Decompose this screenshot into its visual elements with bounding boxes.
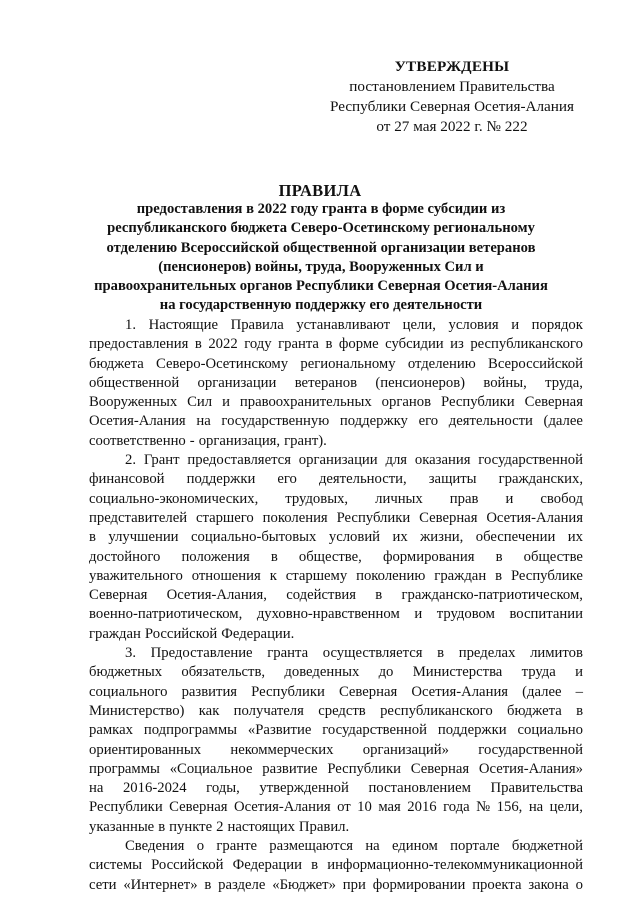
- subtitle-line: отделению Всероссийской общественной организации ветеранов: [106, 239, 536, 256]
- subtitle-line: (пенсионеров) войны, труда, Вооруженных Сил и: [158, 258, 484, 275]
- text-line: соответственно - организация, грант).: [89, 432, 327, 449]
- text-line: 1. Настоящие Правила устанавливают цели, условия и порядок: [125, 317, 583, 333]
- approval-line: постановлением Правительства: [349, 78, 555, 95]
- text-line: достойного положения в обществе, формирования в обществе: [89, 548, 583, 565]
- approval-line: от 27 мая 2022 г. № 222: [376, 118, 528, 135]
- approval-title: УТВЕРЖДЕНЫ: [394, 58, 510, 75]
- text-line: Республики Северная Осетия-Алания от 10 мая 2016 года № 156, на цели,: [89, 799, 583, 816]
- subtitle-line: правоохранительных органов Республики Северная Осетия-Алания: [94, 278, 548, 295]
- text-line: сети «Интернет» в разделе «Бюджет» при формировании проекта закона о: [89, 876, 583, 893]
- text-line: представителей старшего поколения Республики Северная Осетия-Алания: [89, 509, 583, 526]
- text-line: бюджета Северо-Осетинскому региональному отделению Всероссийской: [89, 355, 583, 372]
- text-line: программы «Социальное развитие Республики Северная Осетия-Алания»: [89, 760, 583, 777]
- subtitle-line: предоставления в 2022 году гранта в форме субсидии из: [136, 201, 506, 217]
- text-line: в улучшении социально-бытовых условий их жизни, обеспечении их: [89, 529, 583, 546]
- paragraph: [89, 644, 583, 837]
- text-line: социального развития Республики Северная Осетия-Алания (далее –: [89, 683, 583, 700]
- text-line: финансовой поддержки его деятельности, защиты гражданских,: [89, 471, 583, 488]
- text-line: граждан Российской Федерации.: [89, 625, 295, 642]
- text-line: рамках подпрограммы «Развитие государственной поддержки социально: [89, 722, 583, 739]
- text-line: Северная Осетия-Алания, содействия в гражданско-патриотическом,: [89, 587, 583, 604]
- document-title: ПРАВИЛА: [278, 181, 362, 200]
- approval-line: Республики Северная Осетия-Алания: [329, 98, 575, 115]
- text-line: Министерство) как получателя средств республиканского бюджета в: [89, 702, 583, 719]
- text-line: на 2016-2024 годы, утвержденной постановлением Правительства: [89, 780, 583, 797]
- paragraph: [89, 451, 583, 644]
- text-line: указанные в пункте 2 настоящих Правил.: [89, 818, 350, 835]
- text-line: бюджетных обязательств, доведенных до Министерства труда и: [89, 664, 583, 681]
- paragraph: [89, 837, 583, 895]
- text-line: 2. Грант предоставляется организации для оказания государственной: [125, 452, 583, 469]
- text-line: Вооруженных Сил и правоохранительных органов Республики Северная: [89, 394, 583, 411]
- text-line: Сведения о гранте размещаются на едином портале бюджетной: [125, 838, 583, 855]
- text-line: военно-патриотическом, духовно-нравственном и трудовом воспитании: [89, 606, 583, 623]
- subtitle-line: на государственную поддержку его деятельности: [159, 297, 483, 314]
- text-line: общественной организации ветеранов (пенсионеров) войны, труда,: [89, 374, 583, 391]
- subtitle-line: республиканского бюджета Северо-Осетинскому региональному: [107, 220, 535, 237]
- text-line: системы Российской Федерации в информационно-телекоммуникационной: [89, 857, 583, 874]
- text-line: уважительного отношения к старшему поколению граждан в Республике: [89, 567, 583, 584]
- text-line: предоставления в 2022 году гранта в форме субсидии из республиканского: [89, 336, 583, 353]
- text-line: ориентированных некоммерческих организаций» государственной: [89, 741, 583, 758]
- text-line: Осетия-Алания на государственную поддержку его деятельности (далее: [89, 413, 583, 430]
- paragraph: [89, 316, 583, 451]
- document-body: [89, 316, 583, 895]
- text-line: социально-экономических, трудовых, личных прав и свобод: [89, 490, 583, 507]
- approval-stamp: [322, 57, 582, 137]
- text-line: 3. Предоставление гранта осуществляется в пределах лимитов: [125, 645, 583, 662]
- document-subtitle: [64, 200, 578, 316]
